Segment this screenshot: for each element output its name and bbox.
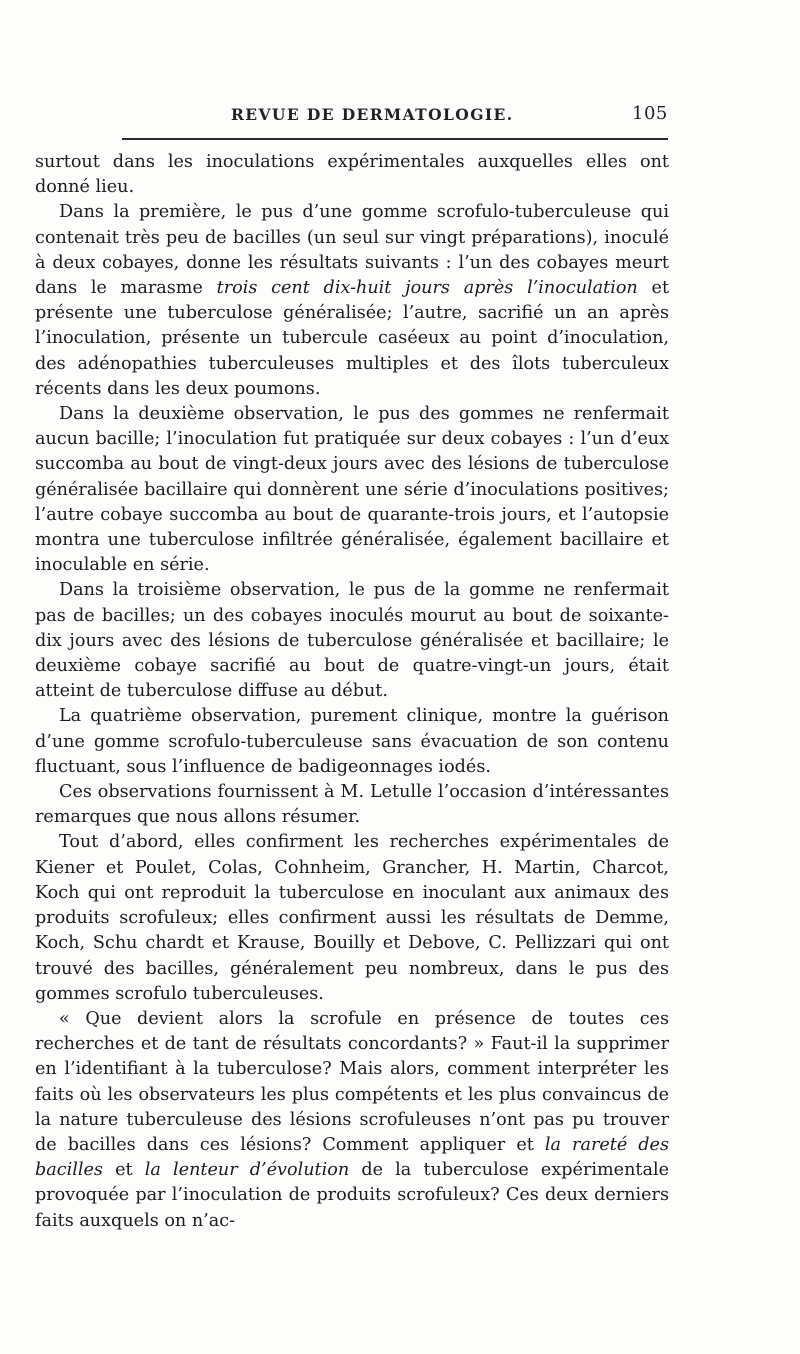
- paragraph: [35, 780, 669, 830]
- text-run: surtout dans les inoculations expérimentales auxquelles elles ont donné lieu.: [35, 152, 669, 198]
- text-run: « Que devient alors la scrofule en présence de toutes ces recherches et de tant de résultats concordants? » Faut-il la supprimer en l’identifiant à la tuberculose? Mais alors, comment interpréter les faits où les observateurs les plus compétents et les plus convaincus de la nature tuberculeuse des lésions scrofuleuses n’ont pas pu trouver de bacilles dans ces lésions? Comment appliquer et: [35, 1008, 669, 1155]
- paragraph: [35, 200, 669, 402]
- paragraph: [35, 150, 669, 200]
- paragraph: [35, 830, 669, 1006]
- text-run: Dans la troisième observation, le pus de la gomme ne renfermait pas de bacilles; un des cobayes inoculés mourut au bout de soixante-dix jours avec des lésions de tuberculose généralisée et bacillaire; le deuxième cobaye sacrifié au bout de quatre-vingt-un jours, était atteint de tuberculose diffuse au début.: [35, 580, 669, 702]
- running-header: [0, 103, 800, 127]
- text-run: et présente une tuberculose généralisée; l’autre, sacrifié un an après l’inoculation, présente un tubercule caséeux au point d’inoculation, des adénopathies tuberculeuses multiples et des îlots tuberculeux récents dans les deux poumons.: [35, 278, 670, 399]
- text-run: et: [102, 1160, 145, 1181]
- text-run: La quatrième observation, purement clinique, montre la guérison d’une gomme scrofulo-tuberculeuse sans évacuation de son contenu fluctuant, sous l’influence de badigeonnages iodés.: [35, 706, 669, 777]
- paragraph: [35, 704, 669, 780]
- italic-phrase: trois cent dix-huit jours après l’inoculation: [216, 278, 638, 299]
- body-text: [35, 150, 669, 1234]
- paragraph: [35, 578, 669, 704]
- paragraph: [35, 1007, 669, 1234]
- text-run: Dans la deuxième observation, le pus des gommes ne renfermait aucun bacille; l’inoculation fut pratiquée sur deux cobayes : l’un d’eux succomba au bout de vingt-deux jours avec des lésions de tuberculose généralisée bacillaire qui donnèrent une série d’inoculations positives; l’autre cobaye succomba au bout de quarante-trois jours, et l’autopsie montra une tuberculose infiltrée généralisée, également bacillaire et inoculable en série.: [35, 404, 669, 576]
- italic-phrase: la lenteur d’évolution: [144, 1160, 350, 1181]
- text-run: de la tuberculose expérimentale provoquée par l’inoculation de produits scrofuleux? Ces deux derniers faits auxquels on n’ac-: [35, 1160, 670, 1231]
- text-run: Dans la première, le pus d’une gomme scrofulo-tuberculeuse qui contenait très peu de bacilles (un seul sur vingt préparations), inoculé à deux cobayes, donne les résultats suivants : l’un des cobayes meurt dans le marasme: [35, 202, 669, 299]
- text-run: Tout d’abord, elles confirment les recherches expérimentales de Kiener et Poulet, Colas, Cohnheim, Grancher, H. Martin, Charcot, Koch qui ont reproduit la tuberculose en inoculant aux animaux des produits scrofuleux; elles confirment aussi les résultats de Demme, Koch, Schu chardt et Krause, Bouilly et Debove, C. Pellizzari qui ont trouvé des bacilles, généralement peu nombreux, dans le pus des gommes scrofulo tuberculeuses.: [35, 832, 669, 1004]
- paragraph: [35, 402, 669, 578]
- header-rule: [122, 138, 668, 140]
- italic-phrase: la rareté des bacilles: [35, 1134, 669, 1181]
- page-number: 105: [632, 103, 668, 124]
- running-title: REVUE DE DERMATOLOGIE.: [231, 105, 514, 124]
- text-run: Ces observations fournissent à M. Letulle l’occasion d’intéressantes remarques que nous allons résumer.: [35, 782, 669, 828]
